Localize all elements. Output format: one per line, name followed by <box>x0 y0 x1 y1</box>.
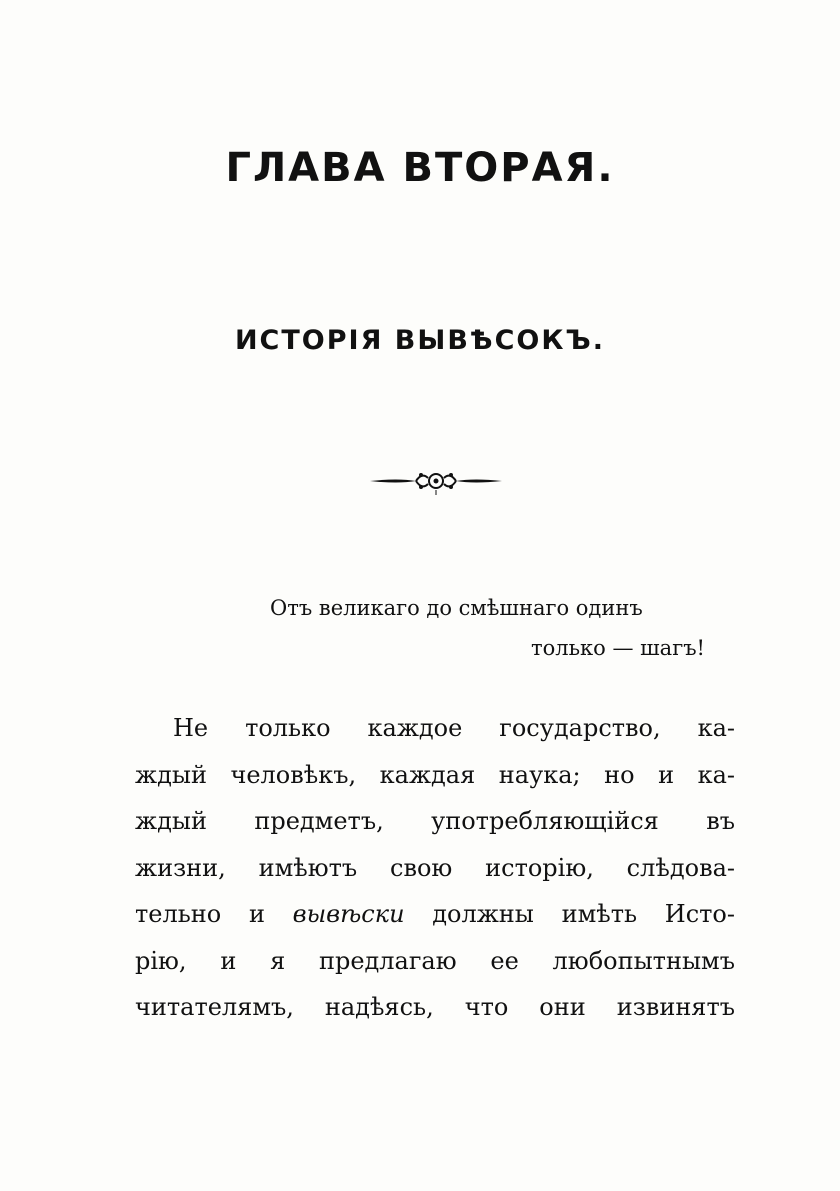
text-line: ждый предметъ, употребляющійся въ <box>135 807 735 835</box>
text-line: рію, и я предлагаю ее любопытнымъ <box>135 946 735 975</box>
epigraph-line: Отъ великаго до смѣшнаго одинъ <box>270 596 643 620</box>
text-line: жизни, имѣютъ свою исторію, слѣдова- <box>135 853 735 882</box>
text-fragment: тельно и <box>135 900 265 928</box>
emphasized-word: вывѣски <box>292 900 405 928</box>
text-line: читателямъ, надѣясь, что они извинятъ <box>135 993 735 1021</box>
text-line: ждый человѣкъ, каждая наука; но и ка- <box>135 760 735 789</box>
chapter-title: ГЛАВА ВТОРАЯ. <box>225 145 615 191</box>
epigraph-line: только — шагъ! <box>531 636 705 660</box>
epigraph <box>270 588 740 668</box>
body-paragraph <box>135 705 735 1031</box>
text-fragment: должны имѣть Исто- <box>432 900 735 928</box>
ornament-divider-icon <box>368 466 504 496</box>
text-line: Не только каждое государство, ка- <box>173 714 735 742</box>
section-title: ИСТОРІЯ ВЫВѢСОКЪ. <box>234 325 606 356</box>
text-line <box>135 891 735 938</box>
